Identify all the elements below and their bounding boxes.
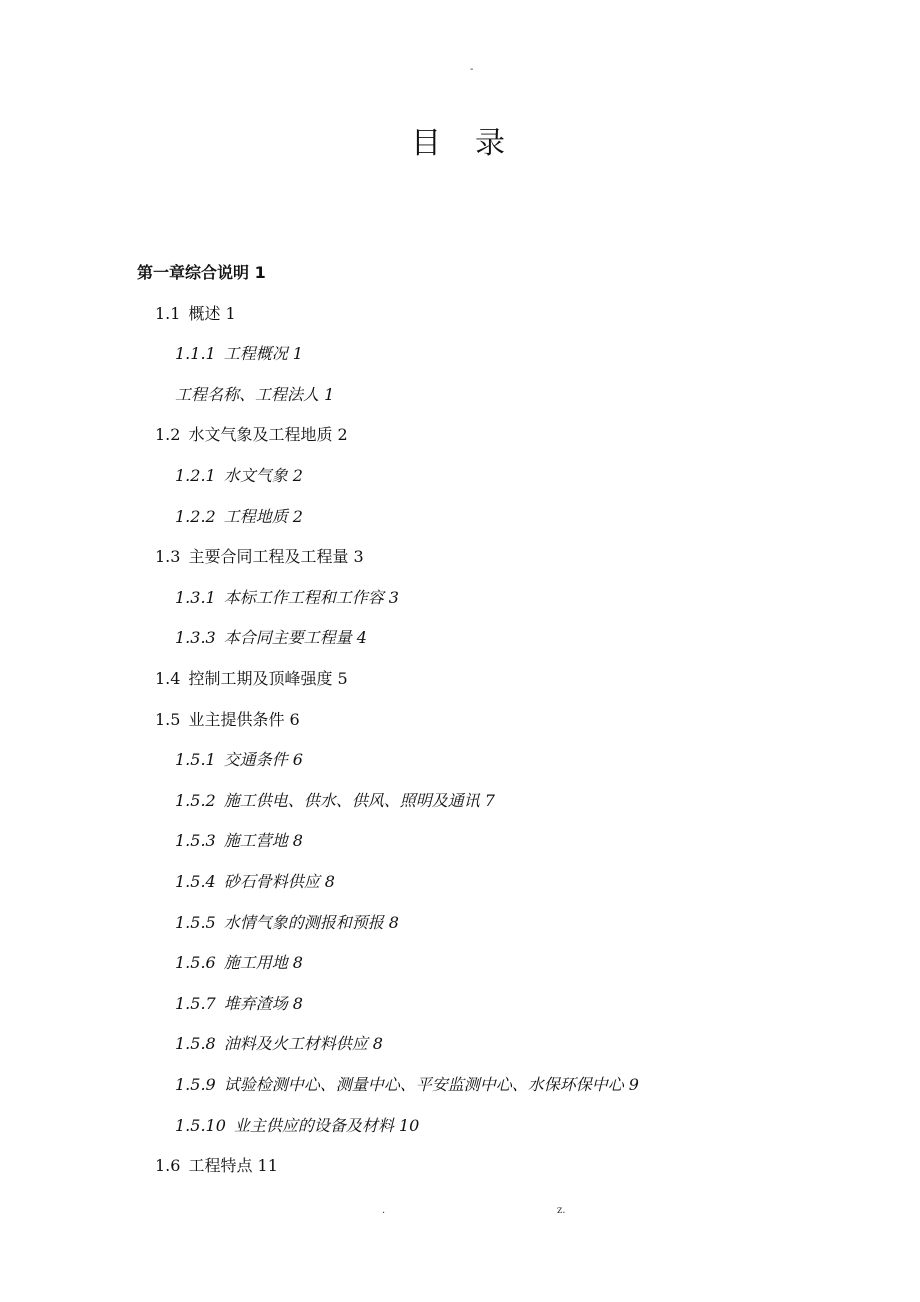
toc-entry-text: 本标工作工程和工作容 3 <box>223 588 399 607</box>
toc-entry-text: 本合同主要工程量 4 <box>223 628 367 647</box>
toc-entry-number: 1.5.3 <box>175 831 216 850</box>
toc-entry-number: 1.5.5 <box>175 913 216 932</box>
toc-entry-number: 1.5 <box>155 710 181 729</box>
toc-entry-text: 工程特点 11 <box>188 1156 278 1175</box>
toc-entry[interactable] <box>175 625 367 648</box>
toc-entry-text: 砂石骨料供应 8 <box>223 872 335 891</box>
toc-entry[interactable] <box>175 828 303 851</box>
toc-entry[interactable] <box>155 544 364 567</box>
toc-entry[interactable] <box>175 950 303 973</box>
toc-entry[interactable] <box>155 666 348 689</box>
toc-entry[interactable] <box>175 869 335 892</box>
toc-entry-text: 工程概况 1 <box>223 344 303 363</box>
header-mark: - <box>470 64 474 75</box>
toc-entry[interactable] <box>175 382 334 405</box>
toc-entry-text: 主要合同工程及工程量 3 <box>188 547 364 566</box>
toc-entry-number: 1.5.10 <box>175 1116 226 1135</box>
toc-entry-text: 施工营地 8 <box>223 831 303 850</box>
toc-entry-text: 概述 1 <box>188 304 236 323</box>
toc-entry[interactable] <box>175 910 399 933</box>
toc-entry[interactable] <box>155 301 236 324</box>
toc-entry-number: 1.5.1 <box>175 750 216 769</box>
toc-entry-text: 水文气象 2 <box>223 466 303 485</box>
toc-entry[interactable] <box>175 504 303 527</box>
toc-entry-number: 1.2.2 <box>175 507 216 526</box>
toc-entry-number: 1.3.3 <box>175 628 216 647</box>
toc-entry-text: 水情气象的测报和预报 8 <box>223 913 399 932</box>
toc-entry-text: 控制工期及顶峰强度 5 <box>188 669 348 688</box>
toc-entry-text: 堆弃渣场 8 <box>223 994 303 1013</box>
toc-entry-text: 工程名称、工程法人 1 <box>175 385 335 404</box>
toc-entry-text: 工程地质 2 <box>223 507 303 526</box>
toc-entry-text: 交通条件 6 <box>223 750 303 769</box>
toc-entry[interactable] <box>175 585 399 608</box>
toc-entry-number: 1.2.1 <box>175 466 216 485</box>
toc-entry-number: 1.5.8 <box>175 1034 216 1053</box>
toc-entry-number: 1.5.4 <box>175 872 216 891</box>
toc-entry[interactable] <box>175 747 303 770</box>
toc-entry-text: 油料及火工材料供应 8 <box>223 1034 383 1053</box>
toc-entry[interactable] <box>175 1072 639 1095</box>
toc-entry-text: 施工供电、供水、供风、照明及通讯 7 <box>223 791 495 810</box>
toc-entry[interactable] <box>175 341 303 364</box>
page-title: 目录 <box>411 126 539 161</box>
toc-entry-text: 业主提供条件 6 <box>188 710 300 729</box>
toc-entry[interactable] <box>175 991 303 1014</box>
toc-entry[interactable] <box>175 463 303 486</box>
toc-entry-number: 1.6 <box>155 1156 181 1175</box>
toc-entry-text: 水文气象及工程地质 2 <box>188 425 348 444</box>
toc-entry[interactable] <box>137 260 266 283</box>
toc-entry-text: 试验检测中心、测量中心、平安监测中心、水保环保中心 9 <box>223 1075 639 1094</box>
toc-entry-number: 1.3 <box>155 547 181 566</box>
toc-entry-text: 第一章综合说明 1 <box>137 263 266 282</box>
toc-entry[interactable] <box>155 422 348 445</box>
toc-entry-number: 1.1.1 <box>175 344 216 363</box>
toc-entry[interactable] <box>175 788 495 811</box>
toc-entry-number: 1.5.7 <box>175 994 216 1013</box>
toc-entry[interactable] <box>155 1153 278 1176</box>
toc-entry[interactable] <box>155 707 300 730</box>
toc-entry-number: 1.1 <box>155 304 181 323</box>
toc-entry-number: 1.5.9 <box>175 1075 216 1094</box>
toc-entry-text: 业主供应的设备及材料 10 <box>233 1116 420 1135</box>
toc-entry[interactable] <box>175 1031 383 1054</box>
toc-entry-number: 1.3.1 <box>175 588 216 607</box>
footer-mark-right: z. <box>557 1205 566 1216</box>
toc-entry-number: 1.2 <box>155 425 181 444</box>
toc-entry-number: 1.5.6 <box>175 953 216 972</box>
toc-entry-number: 1.5.2 <box>175 791 216 810</box>
toc-entry-number: 1.4 <box>155 669 181 688</box>
toc-entry-text: 施工用地 8 <box>223 953 303 972</box>
footer-mark-left: . <box>382 1205 386 1216</box>
toc-entry[interactable] <box>175 1113 419 1136</box>
